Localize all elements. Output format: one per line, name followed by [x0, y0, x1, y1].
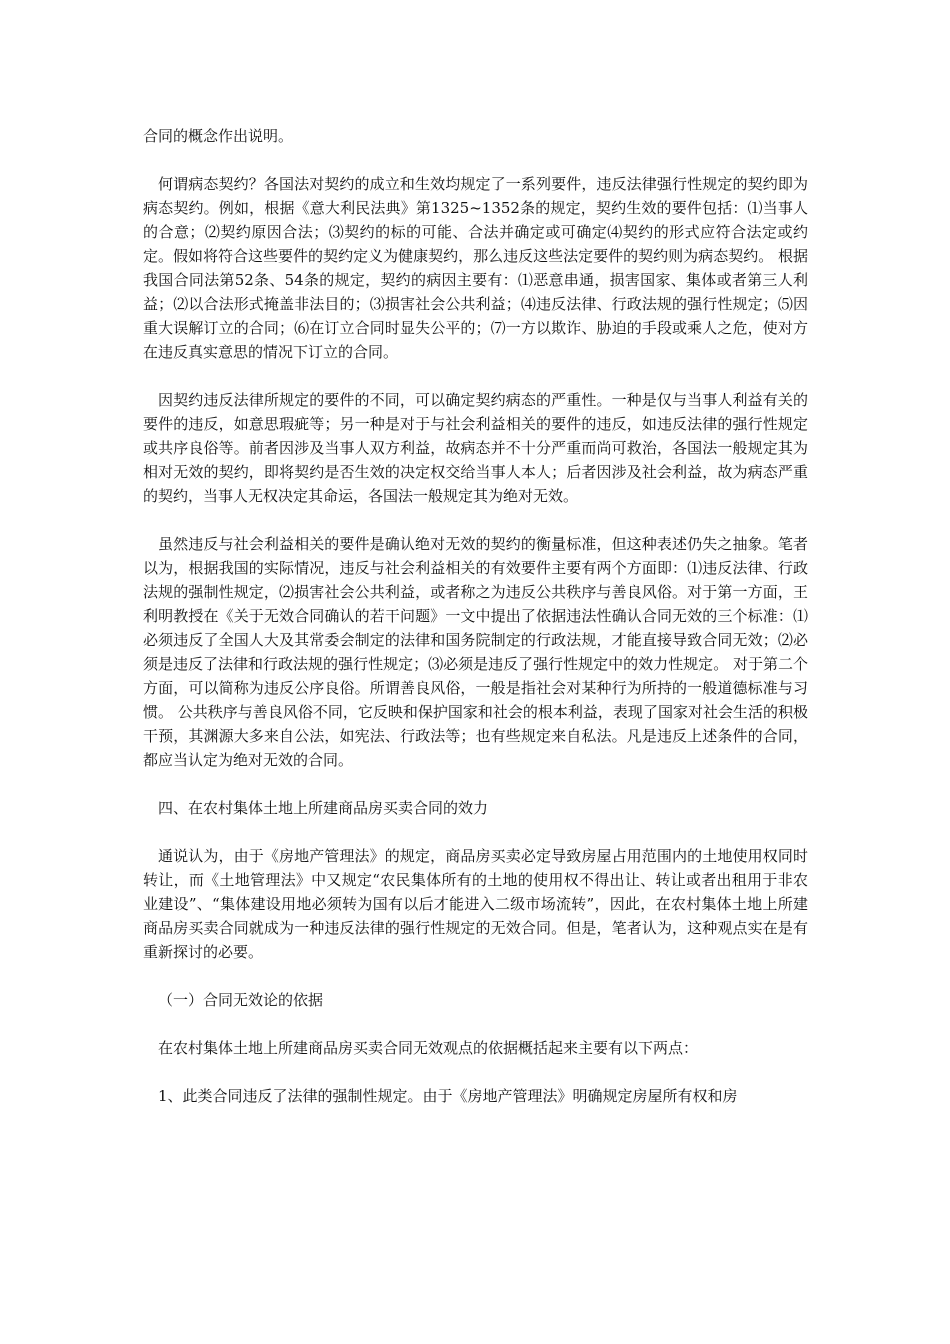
paragraph-social-interest: 虽然违反与社会利益相关的要件是确认绝对无效的契约的衡量标准，但这种表述仍失之抽象。笔者以为，根据我国的实际情况，违反与社会利益相关的有效要件主要有两个方面即：⑴违反法律、行政法规的强制性规定，⑵损害社会公共利益，或者称之为违反公共秩序与善良风俗。对于第一方面，王利明教授在《关于无效合同确认的若干问题》一文中提出了依据违法性确认合同无效的三个标准：⑴必须违反了全国人大及其常委会制定的法律和国务院制定的行政法规，才能直接导致合同无效；⑵必须是违反了法律和行政法规的强行性规定；⑶必须是违反了强行性规定中的效力性规定。 对于第二个方面，可以简称为违反公序良俗。所谓善良风俗，一般是指社会对某种行为所持的一般道德标准与习惯。 公共秩序与善良风俗不同，它反映和保护国家和社会的根本利益，表现了国家对社会生活的积极干预，其渊源大多来自公法，如宪法、行政法等；也有些规定来自私法。凡是违反上述条件的合同，都应当认定为绝对无效的合同。 [143, 535, 808, 769]
paragraph-point-one: 1、此类合同违反了法律的强制性规定。由于《房地产管理法》明确规定房屋所有权和房 [158, 1087, 738, 1105]
paragraph-morbid-contract: 何谓病态契约？各国法对契约的成立和生效均规定了一系列要件，违反法律强行性规定的契约即为病态契约。例如，根据《意大利民法典》第1325~1352条的规定，契约生效的要件包括：⑴当事人的合意；⑵契约原因合法；⑶契约的标的可能、合法并确定或可确定⑷契约的形式应符合法定或约定。假如将符合这些要件的契约定义为健康契约，那么违反这些法定要件的契约则为病态契约。 根据我国合同法第52条、54条的规定，契约的病因主要有：⑴恶意串通，损害国家、集体或者第三人利益；⑵以合法形式掩盖非法目的；⑶损害社会公共利益；⑷违反法律、行政法规的强行性规定；⑸因重大误解订立的合同；⑹在订立合同时显失公平的；⑺一方以欺诈、胁迫的手段或乘人之危，使对方在违反真实意思的情况下订立的合同。 [143, 175, 808, 361]
document-page [143, 124, 808, 1132]
section-heading-four: 四、在农村集体土地上所建商品房买卖合同的效力 [158, 799, 489, 817]
paragraph-severity: 因契约违反法律所规定的要件的不同，可以确定契约病态的严重性。一种是仅与当事人利益有关的要件的违反，如意思瑕疵等；另一种是对于与社会利益相关的要件的违反，如违反法律的强行性规定或共序良俗等。前者因涉及当事人双方利益，故病态并不十分严重而尚可救治，各国法一般规定其为相对无效的契约，即将契约是否生效的决定权交给当事人本人；后者因涉及社会利益，故为病态严重的契约，当事人无权决定其命运，各国法一般规定其为绝对无效。 [143, 391, 808, 505]
subsection-heading-one: （一）合同无效论的依据 [158, 991, 324, 1009]
paragraph-continuation: 合同的概念作出说明。 [143, 127, 294, 145]
paragraph-common-view: 通说认为，由于《房地产管理法》的规定，商品房买卖必定导致房屋占用范围内的土地使用权同时转让，而《土地管理法》中又规定“农民集体所有的土地的使用权不得出让、转让或者出租用于非农业建设”、“集体建设用地必须转为国有以后才能进入二级市场流转”，因此，在农村集体土地上所建商品房买卖合同就成为一种违反法律的强行性规定的无效合同。但是，笔者认为，这种观点实在是有重新探讨的必要。 [143, 847, 808, 961]
paragraph-basis-intro: 在农村集体土地上所建商品房买卖合同无效观点的依据概括起来主要有以下两点： [158, 1039, 699, 1057]
